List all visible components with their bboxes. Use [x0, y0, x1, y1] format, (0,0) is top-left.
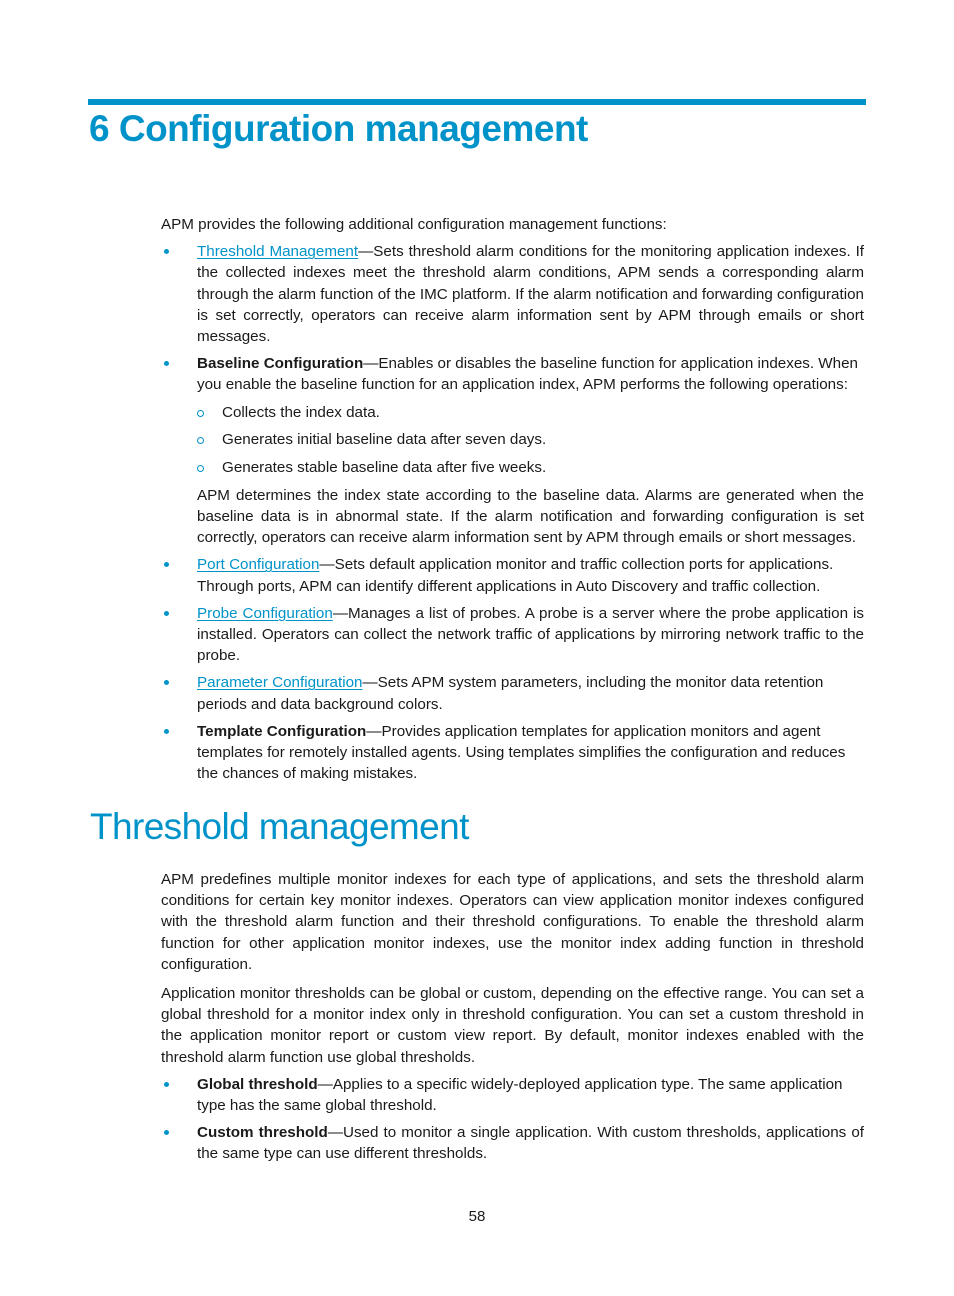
sub-item-text: Generates initial baseline data after seven days. — [222, 431, 547, 449]
bullet-icon — [164, 361, 169, 366]
sub-list-item — [197, 429, 864, 450]
global-threshold-term: Global threshold — [197, 1075, 318, 1093]
baseline-followup-paragraph: APM determines the index state according to the baseline data. Alarms are generated when the baseline data is in abnormal state. If the alarm notification and forwarding configuration is set correctly, operators can receive alarm information sent by APM through emails or short messages. — [197, 486, 864, 547]
config-functions-list — [161, 241, 864, 784]
threshold-section-body — [161, 869, 864, 1165]
item-description: —Used to monitor a single application. With custom thresholds, applications of the same type can use different thresholds. — [197, 1124, 864, 1163]
sub-list-item — [197, 457, 864, 478]
template-configuration-term: Template Configuration — [197, 722, 367, 740]
intro-paragraph: APM provides the following additional configuration management functions: — [161, 216, 667, 233]
item-description: —Manages a list of probes. A probe is a server where the probe application is installed. Operators can collect the network traffic of applications by mirroring network traffic to the probe. — [197, 604, 864, 665]
list-item-custom-threshold — [161, 1122, 864, 1164]
intro-section — [161, 214, 864, 784]
list-item-probe-configuration — [161, 603, 864, 667]
circle-bullet-icon — [197, 465, 204, 472]
list-item-baseline-configuration — [161, 353, 864, 548]
bullet-icon — [164, 562, 169, 567]
chapter-title: 6 Configuration management — [89, 108, 588, 149]
sub-item-text: Collects the index data. — [222, 403, 380, 421]
list-item-threshold-management — [161, 241, 864, 347]
bullet-icon — [164, 1082, 169, 1087]
threshold-paragraph-1: APM predefines multiple monitor indexes for each type of applications, and sets the threshold alarm conditions for certain key monitor indexes. Operators can view application monitor indexes configured with the threshold alarm function and their threshold configurations. To enable the threshold alarm function for other application monitor indexes, use the monitor index adding function in threshold configuration. — [161, 871, 864, 973]
sub-list-item — [197, 402, 864, 423]
item-description: —Enables or disables the baseline function for application indexes. When you enable the baseline function for an application index, APM performs the following operations: — [197, 355, 858, 394]
list-item-port-configuration — [161, 554, 864, 596]
probe-configuration-link[interactable]: Probe Configuration — [197, 604, 333, 622]
list-item-global-threshold — [161, 1074, 864, 1116]
item-description: —Applies to a specific widely-deployed application type. The same application type has the same global threshold. — [197, 1075, 843, 1115]
threshold-types-list — [161, 1074, 864, 1165]
bullet-icon — [164, 611, 169, 616]
item-description: —Sets default application monitor and traffic collection ports for applications. Through ports, APM can identify different applications in Auto Discovery and traffic collection. — [197, 556, 834, 595]
item-description: —Sets APM system parameters, including the monitor data retention periods and data background colors. — [197, 674, 824, 713]
list-item-parameter-configuration — [161, 672, 864, 714]
item-description: —Provides application templates for application monitors and agent templates for remotely installed agents. Using templates simplifies the configuration and reduces the chances of making mistakes. — [197, 722, 846, 783]
sub-item-text: Generates stable baseline data after five weeks. — [222, 459, 547, 477]
bullet-icon — [164, 249, 169, 254]
port-configuration-link[interactable]: Port Configuration — [197, 556, 320, 574]
circle-bullet-icon — [197, 410, 204, 417]
item-description: —Sets threshold alarm conditions for the monitoring application indexes. If the collected indexes meet the threshold alarm conditions, APM sends a corresponding alarm through the alarm function of the IMC platform. If the alarm notification and forwarding configuration is set correctly, operators can receive alarm information sent by APM through emails or short messages. — [197, 243, 865, 346]
baseline-operations-list — [197, 402, 864, 479]
threshold-management-link[interactable]: Threshold Management — [197, 243, 359, 261]
list-item-template-configuration — [161, 721, 864, 785]
bullet-icon — [164, 729, 169, 734]
parameter-configuration-link[interactable]: Parameter Configuration — [197, 674, 363, 692]
threshold-paragraph-2: Application monitor thresholds can be global or custom, depending on the effective range. You can set a global threshold for a monitor index only in threshold configuration. You can set a custom threshold in the application monitor report or custom view report. By default, monitor indexes enabled with the threshold alarm function use global thresholds. — [161, 985, 864, 1066]
circle-bullet-icon — [197, 437, 204, 444]
custom-threshold-term: Custom threshold — [197, 1124, 328, 1142]
bullet-icon — [164, 1130, 169, 1135]
chapter-rule — [88, 99, 866, 105]
section-title-threshold-management: Threshold management — [90, 806, 469, 847]
baseline-configuration-term: Baseline Configuration — [197, 355, 364, 373]
page-number: 58 — [468, 1208, 486, 1225]
bullet-icon — [164, 680, 169, 685]
